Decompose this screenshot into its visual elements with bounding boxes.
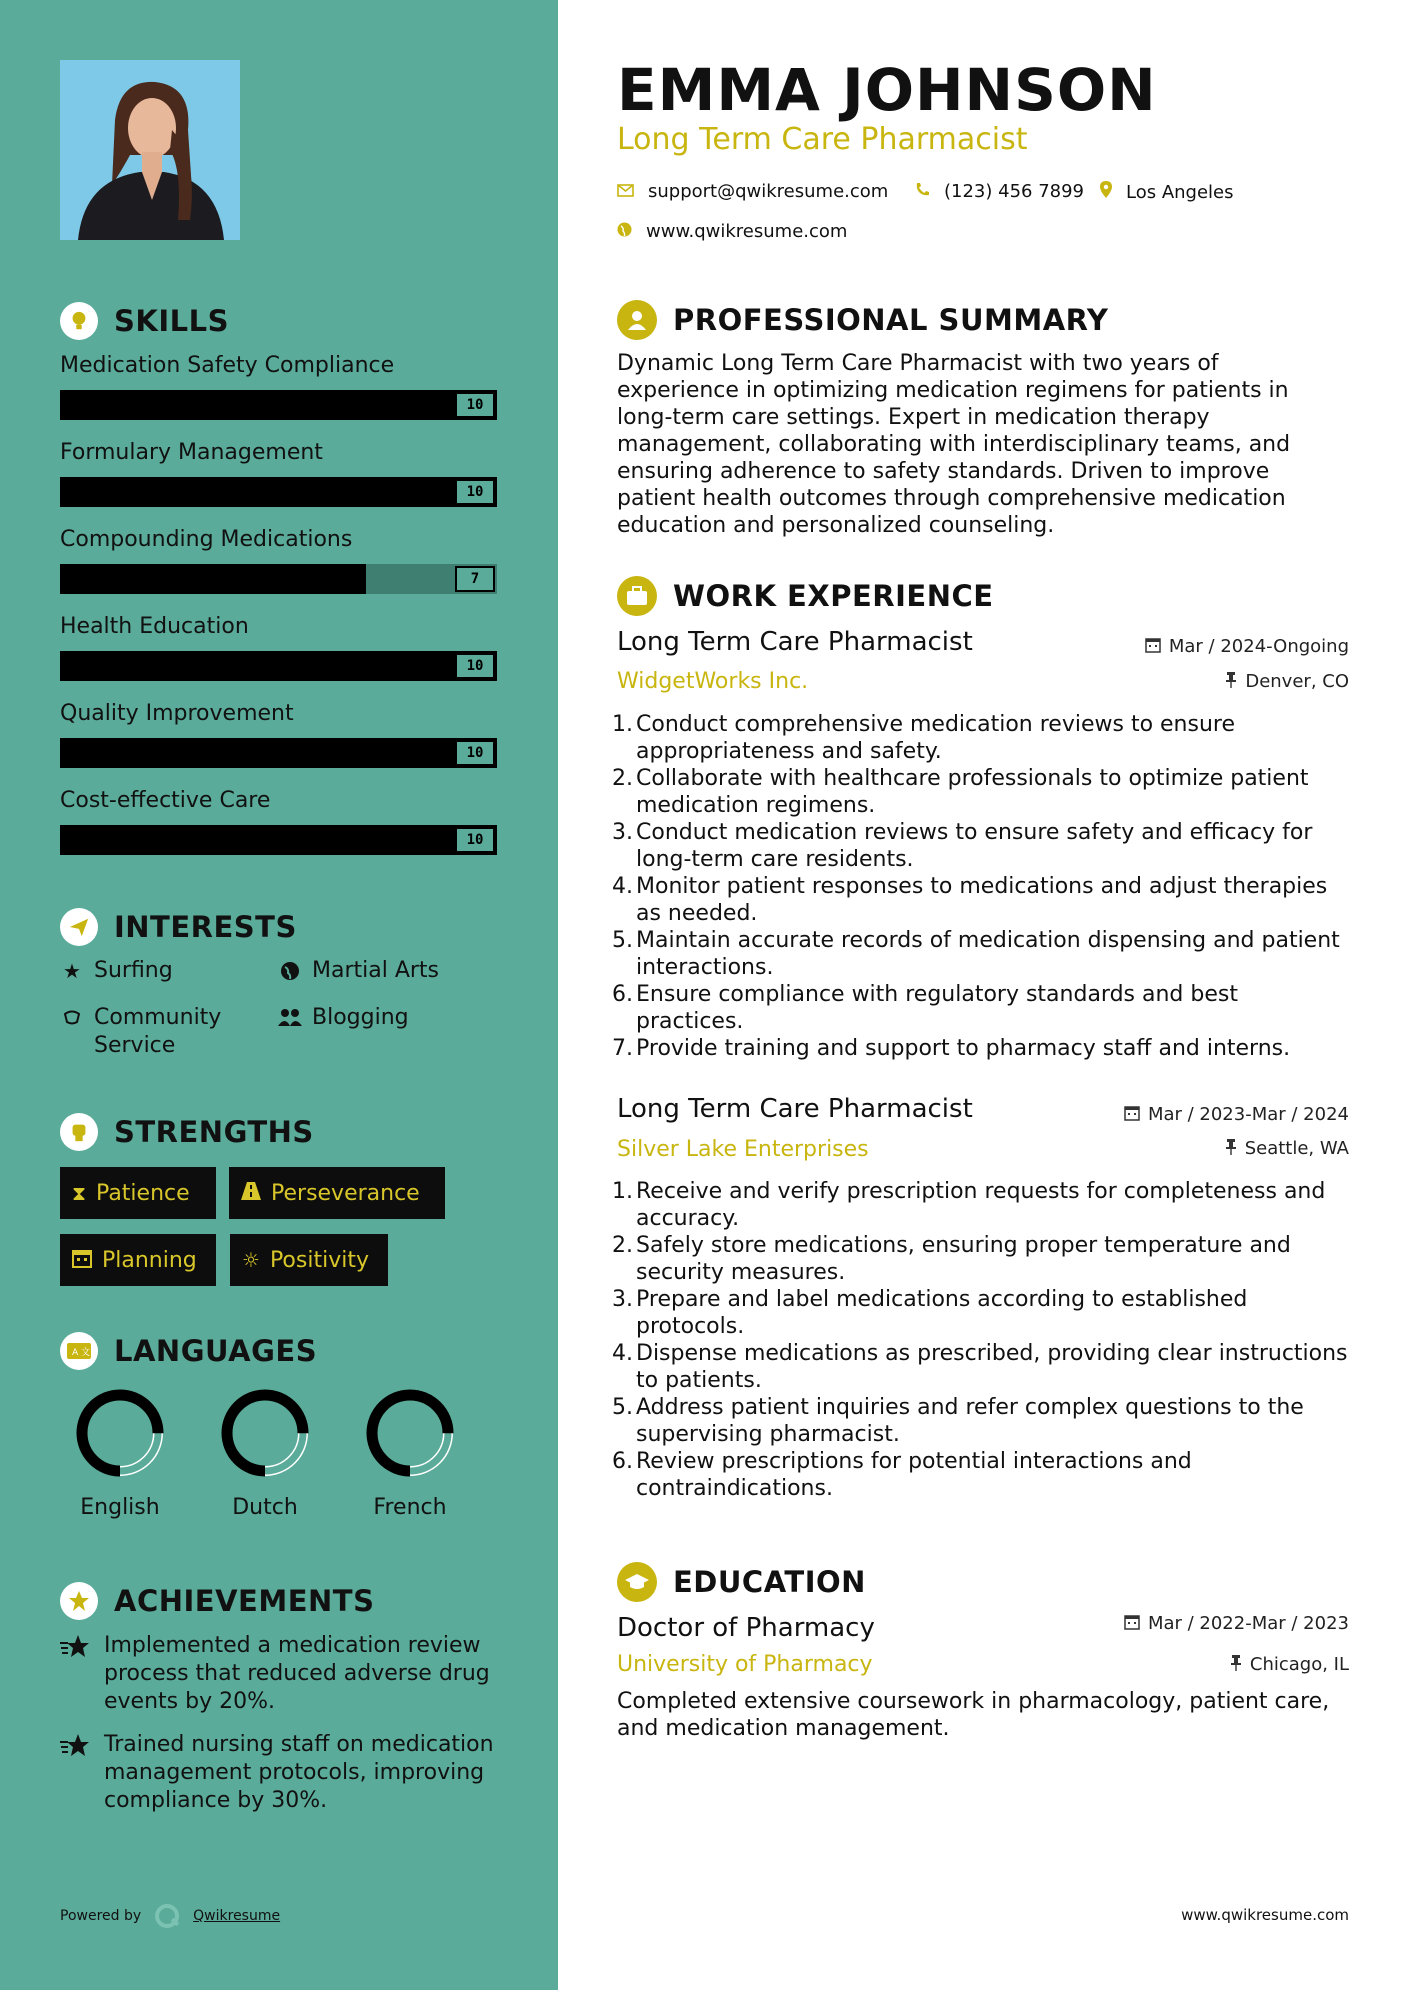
strength-label: Planning	[102, 1247, 197, 1273]
duty-item: 5. Address patient inquiries and refer complex questions to the supervising pharmacist.	[612, 1394, 1352, 1448]
duty-text: Review prescriptions for potential interactions and contraindications.	[636, 1449, 1192, 1501]
experience-heading	[617, 576, 994, 616]
duty-text: Receive and verify prescription requests for completeness and accuracy.	[636, 1179, 1326, 1231]
interest-item	[60, 957, 173, 985]
skill-bar-fill	[60, 477, 497, 507]
calendar-icon	[1145, 637, 1161, 657]
duty-item: 2. Safely store medications, ensuring proper temperature and security measures.	[612, 1232, 1352, 1286]
skill-bar	[60, 564, 497, 594]
duty-text: Dispense medications as prescribed, providing clear instructions to patients.	[636, 1341, 1348, 1393]
strength-badge	[229, 1167, 445, 1219]
location-text: Los Angeles	[1126, 181, 1234, 203]
duty-item: 4. Monitor patient responses to medications and adjust therapies as needed.	[612, 873, 1352, 927]
hand-icon	[60, 1004, 84, 1035]
language-level-ring	[362, 1385, 458, 1481]
skill-bar	[60, 651, 497, 681]
language-icon	[60, 1332, 98, 1370]
pushpin-icon	[1225, 672, 1237, 692]
footer-url[interactable]: www.qwikresume.com	[1181, 1906, 1349, 1924]
job-location-text: Denver, CO	[1245, 671, 1349, 692]
strength-badge	[230, 1234, 388, 1286]
skill-bar-fill	[60, 651, 497, 681]
duty-text: Safely store medications, ensuring proper temperature and security measures.	[636, 1233, 1291, 1285]
map-pin-icon	[1100, 181, 1112, 203]
experience-title: WORK EXPERIENCE	[673, 579, 994, 613]
email-text: support@qwikresume.com	[648, 181, 889, 202]
paper-plane-icon	[60, 908, 98, 946]
contact-phone[interactable]	[915, 181, 1084, 202]
star-burst-icon	[60, 1731, 90, 1815]
calendar-icon	[72, 1248, 92, 1273]
languages-title: LANGUAGES	[114, 1334, 318, 1368]
language-label: English	[80, 1495, 160, 1520]
duty-item: 6. Review prescriptions for potential interactions and contraindications.	[612, 1448, 1352, 1502]
pushpin-icon	[1225, 1139, 1237, 1159]
interest-item	[60, 1004, 260, 1060]
candidate-name: EMMA JOHNSON	[617, 56, 1157, 124]
svg-text:A: A	[72, 1348, 79, 1358]
achievement-text: Trained nursing staff on medication management protocols, improving compliance by 30%.	[104, 1732, 494, 1813]
job-location-text: Seattle, WA	[1244, 1138, 1349, 1159]
interests-heading	[60, 908, 297, 946]
interest-item	[278, 1004, 409, 1035]
skill-bar	[60, 390, 497, 420]
interests-title: INTERESTS	[114, 910, 297, 944]
skill-level-badge: 10	[455, 740, 495, 766]
website-text: www.qwikresume.com	[646, 221, 848, 242]
phone-text: (123) 456 7899	[944, 181, 1085, 202]
candidate-role: Long Term Care Pharmacist	[617, 122, 1028, 157]
skill-name: Quality Improvement	[60, 701, 294, 726]
calendar-icon	[1124, 1614, 1140, 1634]
lightbulb-icon	[60, 302, 98, 340]
strength-badge	[60, 1167, 216, 1219]
duty-item: 6. Ensure compliance with regulatory standards and best practices.	[612, 981, 1352, 1035]
interest-label: Martial Arts	[312, 958, 440, 983]
skill-bar-fill	[60, 738, 497, 768]
job-location	[1225, 1138, 1349, 1159]
contact-website[interactable]	[617, 221, 847, 242]
users-icon	[278, 1004, 302, 1035]
qwikresume-link[interactable]: Qwikresume	[193, 1908, 281, 1924]
skill-bar	[60, 477, 497, 507]
duty-item: 2. Collaborate with healthcare professionals to optimize patient medication regimens.	[612, 765, 1352, 819]
powered-by-label: Powered by	[60, 1908, 142, 1924]
language-label: French	[373, 1495, 447, 1520]
profile-photo	[60, 60, 240, 240]
duty-text: Monitor patient responses to medications and adjust therapies as needed.	[636, 874, 1328, 926]
sidebar	[0, 0, 558, 1990]
language-level-ring	[217, 1385, 313, 1481]
skill-level-badge: 10	[455, 653, 495, 679]
duty-item: 5. Maintain accurate records of medication dispensing and patient interactions.	[612, 927, 1352, 981]
job-duties	[612, 711, 1352, 1062]
star-icon: ★	[63, 959, 81, 983]
skill-bar	[60, 738, 497, 768]
duty-text: Conduct comprehensive medication reviews to ensure appropriateness and safety.	[636, 712, 1236, 764]
language-item	[205, 1385, 325, 1520]
duty-item: 4. Dispense medications as prescribed, providing clear instructions to patients.	[612, 1340, 1352, 1394]
education-title: EDUCATION	[673, 1565, 866, 1599]
duty-text: Conduct medication reviews to ensure safety and efficacy for long-term care residents.	[636, 820, 1313, 872]
language-item	[350, 1385, 470, 1520]
job-duties	[612, 1178, 1352, 1502]
svg-text:文: 文	[81, 1348, 91, 1358]
job-dates	[1124, 1104, 1349, 1125]
achievements-title: ACHIEVEMENTS	[114, 1584, 375, 1618]
skill-name: Medication Safety Compliance	[60, 353, 395, 378]
job-dates-text: Mar / 2024-Ongoing	[1168, 636, 1349, 657]
skill-level-badge: 7	[455, 566, 495, 592]
interest-item	[278, 957, 439, 988]
job-location	[1225, 671, 1349, 692]
trophy-star-icon	[60, 1582, 98, 1620]
skills-title: SKILLS	[114, 304, 229, 338]
skill-bar-fill	[60, 564, 366, 594]
duty-item: 7. Provide training and support to pharmacy staff and interns.	[612, 1036, 1291, 1061]
pushpin-icon	[1230, 1655, 1242, 1675]
language-level-ring	[72, 1385, 168, 1481]
duty-text: Prepare and label medications according to established protocols.	[636, 1287, 1248, 1339]
duty-item: 3. Conduct medication reviews to ensure safety and efficacy for long-term care residents.	[612, 819, 1352, 873]
sun-icon: ☼	[242, 1248, 260, 1272]
skill-bar-fill	[60, 825, 497, 855]
duty-text: Ensure compliance with regulatory standards and best practices.	[636, 982, 1238, 1034]
skill-bar-fill	[60, 390, 497, 420]
job-title: Long Term Care Pharmacist	[617, 1094, 973, 1124]
degree-title: Doctor of Pharmacy	[617, 1613, 875, 1643]
job-company: WidgetWorks Inc.	[617, 669, 809, 694]
job-dates	[1145, 636, 1349, 657]
hourglass-icon: ⧗	[72, 1181, 87, 1205]
calendar-icon	[1124, 1105, 1140, 1125]
job-company: Silver Lake Enterprises	[617, 1137, 869, 1162]
education-location	[1230, 1654, 1349, 1675]
interest-label: Blogging	[312, 1005, 409, 1030]
user-icon	[617, 300, 657, 340]
road-icon	[241, 1181, 261, 1205]
duty-text: Provide training and support to pharmacy staff and interns.	[636, 1036, 1291, 1061]
education-dates	[1124, 1613, 1349, 1634]
skill-level-badge: 10	[455, 479, 495, 505]
education-location-text: Chicago, IL	[1249, 1654, 1349, 1675]
achievements-heading	[60, 1582, 374, 1620]
skill-name: Cost-effective Care	[60, 788, 271, 813]
achievement-item	[60, 1731, 500, 1815]
summary-text: Dynamic Long Term Care Pharmacist with two years of experience in optimizing medication regimens for patients in long-term care settings. Expert in medication therapy management, collaborating with interdisciplinary teams, and ensuring adherence to safety standards. Driven to improve patient health outcomes through comprehensive medication education and personalized counseling.	[617, 351, 1291, 538]
school-name: University of Pharmacy	[617, 1652, 873, 1677]
duty-text: Collaborate with healthcare professionals to optimize patient medication regimens.	[636, 766, 1309, 818]
contact-location	[1100, 181, 1234, 203]
strength-label: Patience	[96, 1180, 190, 1206]
duty-item: 3. Prepare and label medications according to established protocols.	[612, 1286, 1352, 1340]
qwikresume-logo-icon	[153, 1902, 181, 1930]
envelope-icon	[617, 182, 634, 202]
summary-heading	[617, 300, 1108, 340]
summary-title: PROFESSIONAL SUMMARY	[673, 303, 1109, 337]
star-burst-icon	[60, 1632, 90, 1716]
languages-heading	[60, 1332, 317, 1370]
globe-icon	[278, 957, 302, 988]
achievement-item	[60, 1632, 500, 1716]
interest-label: Community Service	[94, 1005, 222, 1058]
education-dates-text: Mar / 2022-Mar / 2023	[1147, 1613, 1349, 1634]
language-item	[60, 1385, 180, 1520]
fist-icon	[60, 1113, 98, 1151]
achievement-text: Implemented a medication review process that reduced adverse drug events by 20%.	[104, 1633, 490, 1714]
skills-heading	[60, 302, 229, 340]
graduation-cap-icon	[617, 1562, 657, 1602]
contact-email[interactable]	[617, 181, 888, 202]
strength-badge	[60, 1234, 216, 1286]
job-title: Long Term Care Pharmacist	[617, 627, 973, 657]
strengths-title: STRENGTHS	[114, 1115, 314, 1149]
briefcase-icon	[617, 576, 657, 616]
skill-name: Compounding Medications	[60, 527, 353, 552]
strengths-heading	[60, 1113, 314, 1151]
skill-level-badge: 10	[455, 392, 495, 418]
duty-text: Maintain accurate records of medication dispensing and patient interactions.	[636, 928, 1340, 980]
skill-level-badge: 10	[455, 827, 495, 853]
strength-label: Perseverance	[271, 1180, 420, 1206]
skill-bar	[60, 825, 497, 855]
powered-by	[60, 1902, 280, 1930]
duty-item: 1. Receive and verify prescription requests for completeness and accuracy.	[612, 1178, 1352, 1232]
job-dates-text: Mar / 2023-Mar / 2024	[1147, 1104, 1349, 1125]
phone-icon	[915, 182, 930, 202]
duty-text: Address patient inquiries and refer complex questions to the supervising pharmacist.	[636, 1395, 1304, 1447]
interest-label: Surfing	[94, 958, 173, 983]
skill-name: Health Education	[60, 614, 249, 639]
language-label: Dutch	[232, 1495, 298, 1520]
skill-name: Formulary Management	[60, 440, 323, 465]
globe-icon	[617, 222, 632, 242]
duty-item: 1. Conduct comprehensive medication reviews to ensure appropriateness and safety.	[612, 711, 1352, 765]
education-description: Completed extensive coursework in pharmacology, patient care, and medication management.	[617, 1689, 1330, 1741]
education-heading	[617, 1562, 866, 1602]
strength-label: Positivity	[269, 1247, 369, 1273]
